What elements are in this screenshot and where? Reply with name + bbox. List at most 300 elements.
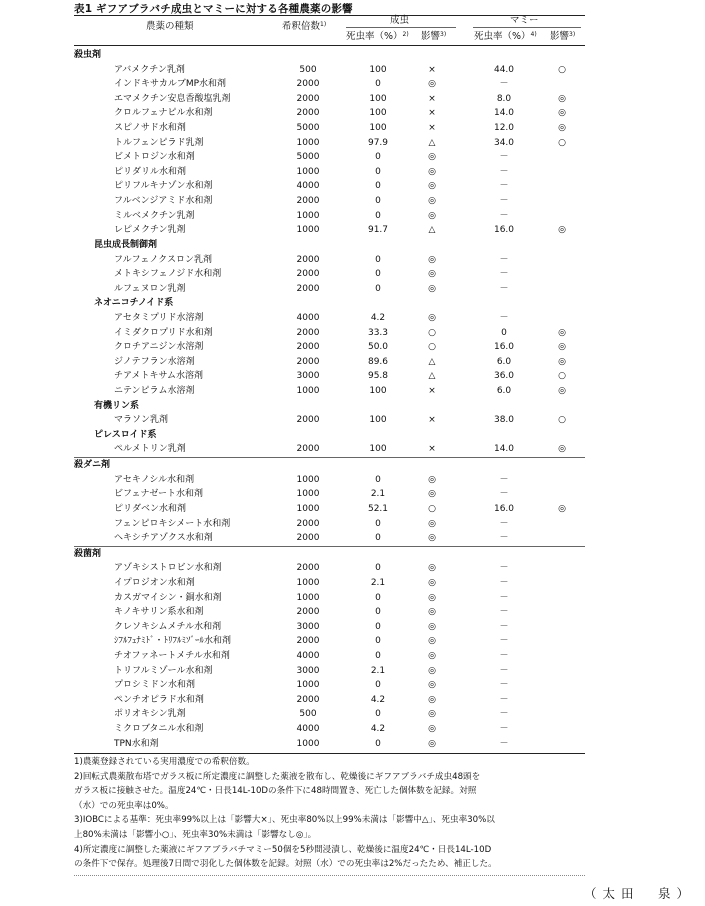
dilution-cell: 2000 [296, 518, 320, 529]
dilution-cell: 2000 [296, 342, 320, 353]
dilution-cell: 1000 [296, 225, 320, 236]
mummy-mortality-cell: 16.0 [493, 503, 515, 514]
category-row [74, 546, 585, 562]
dilution-cell: 2000 [296, 269, 320, 280]
dilution-cell: 1000 [296, 680, 320, 691]
dilution-cell: 1000 [296, 592, 320, 603]
mummy-mortality-cell: 14.0 [493, 444, 515, 455]
dilution-cell: 5000 [296, 152, 320, 163]
pesticide-name: ピリフルキナゾン水和剤 [114, 181, 213, 192]
dilution-cell: 2000 [296, 254, 320, 265]
footnote-line: の条件下で保存。処理後7日間で羽化した個体数を記録。対照（水）での死虫率は2%だったため、補正した。 [74, 859, 497, 870]
mummy-mortality-cell: － [499, 152, 509, 163]
adult-mortality-cell: 100 [369, 415, 387, 426]
separator-rule [74, 875, 585, 876]
adult-effect-cell: × [428, 93, 436, 104]
adult-effect-cell: ◎ [428, 636, 436, 647]
pesticide-name: レピメクチン乳剤 [114, 225, 186, 236]
dilution-cell: 4000 [296, 650, 320, 661]
pesticide-name: ジノテフラン水溶剤 [114, 356, 195, 367]
adult-mortality-cell: 95.8 [367, 371, 389, 382]
adult-effect-cell: × [428, 108, 436, 119]
pesticide-name: ペルメトリン乳剤 [114, 444, 186, 455]
mummy-mortality-cell: － [499, 533, 509, 544]
adult-mortality-cell: 97.9 [367, 137, 389, 148]
mummy-mortality-cell: － [499, 79, 509, 90]
table-row [74, 136, 585, 151]
table-row [74, 106, 585, 121]
pesticide-name: アセタミプリド水溶剤 [114, 312, 204, 323]
pesticide-name: エマメクチン安息香酸塩乳剤 [114, 93, 231, 104]
adult-mortality-cell: 0 [375, 592, 381, 603]
mummy-mortality-cell: － [499, 607, 509, 618]
mummy-effect-cell: ◎ [558, 93, 566, 104]
table-row [74, 517, 585, 532]
pesticide-name: メトキシフェノジド水和剤 [114, 269, 222, 280]
table-row [74, 413, 585, 428]
table-row [74, 223, 585, 238]
dilution-cell: 1000 [296, 474, 320, 485]
adult-mortality-cell: 100 [369, 386, 387, 397]
header-dilution: 希釈倍数$^{1)}$ [282, 21, 327, 32]
table-row [74, 369, 585, 384]
adult-effect-cell: ◎ [428, 577, 436, 588]
pesticide-name: 有機リン系 [94, 400, 140, 411]
mummy-header-underline [473, 27, 581, 28]
header-adult-effect: 影響$^{3)}$ [421, 31, 447, 42]
mummy-mortality-cell: 6.0 [496, 356, 512, 367]
adult-mortality-cell: 0 [375, 607, 381, 618]
adult-effect-cell: △ [428, 371, 436, 382]
footnotes [74, 755, 594, 872]
mummy-effect-cell: ◎ [558, 503, 566, 514]
table-row [74, 63, 585, 78]
mummy-mortality-cell: － [499, 636, 509, 647]
adult-effect-cell: × [428, 444, 436, 455]
table-row [74, 165, 585, 180]
adult-mortality-cell: 2.1 [370, 489, 386, 500]
dilution-cell: 2000 [296, 93, 320, 104]
pesticide-name: クロチアニジン水溶剤 [114, 342, 204, 353]
adult-mortality-cell: 0 [375, 738, 381, 749]
pesticide-name: 殺虫剤 [74, 50, 102, 60]
adult-mortality-cell: 91.7 [367, 225, 389, 236]
adult-mortality-cell: 0 [375, 254, 381, 265]
table-bottom-rule [74, 753, 585, 754]
pesticide-name: イプロジオン水和剤 [114, 577, 195, 588]
pesticide-name: ニテンピラム水溶剤 [114, 386, 195, 397]
adult-effect-cell: △ [428, 356, 436, 367]
dilution-cell: 1000 [296, 386, 320, 397]
adult-effect-cell: ◎ [428, 269, 436, 280]
adult-effect-cell: ◎ [428, 709, 436, 720]
mummy-mortality-cell: － [499, 577, 509, 588]
dilution-cell: 3000 [296, 665, 320, 676]
mummy-effect-cell: ◎ [558, 342, 566, 353]
dilution-cell: 2000 [296, 607, 320, 618]
mummy-mortality-cell: － [499, 650, 509, 661]
pesticide-name: アバメクチン乳剤 [114, 64, 185, 75]
footnote-line: 上80%未満は「影響小○」、死虫率30%未満は「影響なし◎」。 [74, 829, 317, 840]
table-row [74, 209, 585, 224]
mummy-mortality-cell: － [499, 738, 509, 749]
adult-effect-cell: ○ [428, 503, 436, 514]
dilution-cell: 2000 [296, 356, 320, 367]
author: （太田 泉） [584, 886, 696, 901]
adult-effect-cell: ○ [428, 342, 436, 353]
pesticide-name: トルフェンピラド乳剤 [114, 137, 204, 148]
adult-effect-cell: × [428, 123, 436, 134]
adult-effect-cell: ◎ [428, 312, 436, 323]
adult-effect-cell: × [428, 64, 436, 75]
mummy-mortality-cell: － [499, 283, 509, 294]
mummy-effect-cell: ◎ [558, 225, 566, 236]
adult-effect-cell: ◎ [428, 166, 436, 177]
mummy-mortality-cell: － [499, 269, 509, 280]
pesticide-name: ｼﾌﾙﾌｪﾅﾐﾄﾞ・ﾄﾘﾌﾙﾐｿﾞｰﾙ水和剤 [114, 636, 232, 647]
adult-mortality-cell: 89.6 [367, 356, 389, 367]
table-row [74, 591, 585, 606]
header-pesticide-type: 農薬の種類 [146, 21, 194, 32]
table-body [74, 48, 585, 751]
adult-effect-cell: ◎ [428, 680, 436, 691]
table-row [74, 150, 585, 165]
adult-mortality-cell: 100 [369, 93, 387, 104]
pesticide-name: ネオニコチノイド系 [94, 298, 174, 309]
pesticide-name: TPN水和剤 [114, 738, 159, 749]
mummy-effect-cell: ◎ [558, 386, 566, 397]
footnote-line: 2)回転式農薬散布塔でガラス板に所定濃度に調整した薬液を散布し、乾燥後にギフアブラバチ成虫48頭を [74, 771, 481, 782]
pesticide-name: キノキサリン系水和剤 [114, 607, 204, 618]
dilution-cell: 1000 [296, 489, 320, 500]
adult-mortality-cell: 0 [375, 680, 381, 691]
adult-effect-cell: ◎ [428, 283, 436, 294]
mummy-mortality-cell: － [499, 312, 509, 323]
pesticide-name: ルフェヌロン乳剤 [114, 283, 186, 294]
adult-effect-cell: ◎ [428, 152, 436, 163]
adult-effect-cell: ◎ [428, 489, 436, 500]
pesticide-name: ビフェナゼート水和剤 [114, 489, 204, 500]
category-row [74, 296, 585, 311]
adult-effect-cell: ◎ [428, 518, 436, 529]
adult-effect-cell: ○ [428, 327, 436, 338]
adult-mortality-cell: 50.0 [367, 342, 389, 353]
adult-mortality-cell: 0 [375, 650, 381, 661]
dilution-cell: 1000 [296, 738, 320, 749]
mummy-effect-cell: ○ [558, 415, 566, 426]
pesticide-name: クロルフェナピル水和剤 [114, 108, 213, 119]
table-row [74, 649, 585, 664]
mummy-mortality-cell: 12.0 [493, 123, 515, 134]
pesticide-name: フルフェノクスロン乳剤 [114, 254, 213, 265]
mummy-mortality-cell: － [499, 694, 509, 705]
adult-mortality-cell: 0 [375, 474, 381, 485]
dilution-cell: 2000 [296, 533, 320, 544]
pesticide-name: ペンチオピラド水和剤 [114, 694, 204, 705]
adult-mortality-cell: 0 [375, 283, 381, 294]
adult-effect-cell: ◎ [428, 474, 436, 485]
mummy-effect-cell: ◎ [558, 444, 566, 455]
pesticide-name: スピノサド水和剤 [114, 123, 186, 134]
table-row [74, 311, 585, 326]
table-row [74, 267, 585, 282]
adult-mortality-cell: 0 [375, 563, 381, 574]
pesticide-name: 昆虫成長制御剤 [94, 239, 158, 250]
pesticide-name: 殺ダニ剤 [74, 460, 111, 471]
adult-effect-cell: × [428, 386, 436, 397]
pesticide-name: カスガマイシン・銅水和剤 [114, 592, 222, 603]
mummy-effect-cell: ◎ [558, 123, 566, 134]
mummy-effect-cell: ◎ [558, 356, 566, 367]
adult-mortality-cell: 4.2 [370, 724, 386, 735]
mummy-mortality-cell: 0 [501, 327, 507, 338]
table-row [74, 722, 585, 737]
adult-effect-cell: △ [428, 137, 436, 148]
table-row [74, 282, 585, 297]
dilution-cell: 2000 [296, 196, 320, 207]
header-mummy: マミー [510, 15, 539, 26]
adult-effect-cell: ◎ [428, 210, 436, 221]
adult-mortality-cell: 33.3 [367, 327, 389, 338]
mummy-mortality-cell: 34.0 [493, 137, 515, 148]
table-row [74, 620, 585, 635]
pesticide-name: プロシミドン水和剤 [114, 680, 196, 691]
adult-mortality-cell: 0 [375, 709, 381, 720]
mummy-effect-cell: ◎ [558, 108, 566, 119]
table-row [74, 693, 585, 708]
adult-effect-cell: ◎ [428, 254, 436, 265]
mummy-effect-cell: ○ [558, 137, 566, 148]
header-bottom-rule [74, 45, 585, 46]
category-row [74, 428, 585, 443]
mummy-mortality-cell: 14.0 [493, 108, 515, 119]
adult-mortality-cell: 4.2 [370, 312, 386, 323]
pesticide-name: クレソキシムメチル水和剤 [114, 621, 222, 632]
pesticide-name: フェンピロキシメート水和剤 [114, 518, 231, 529]
pesticide-name: アゾキシストロビン水和剤 [114, 563, 222, 574]
category-row [74, 457, 585, 473]
adult-mortality-cell: 52.1 [367, 503, 389, 514]
adult-mortality-cell: 2.1 [370, 665, 386, 676]
pesticide-name: ミルベメクチン乳剤 [114, 210, 195, 221]
adult-effect-cell: ◎ [428, 181, 436, 192]
table-row [74, 355, 585, 370]
footnote-line: ガラス板に接触させた。温度24℃・日長14L-10Dの条件下に48時間置き、死亡した個体数を記録。対照 [74, 786, 477, 797]
dilution-cell: 500 [299, 709, 317, 720]
mummy-mortality-cell: 36.0 [493, 371, 515, 382]
adult-mortality-cell: 100 [369, 64, 387, 75]
header-adult: 成虫 [390, 15, 410, 26]
footnote-line: （水）での死虫率は0%。 [74, 800, 174, 811]
adult-effect-cell: ◎ [428, 665, 436, 676]
dilution-cell: 2000 [296, 636, 320, 647]
adult-mortality-cell: 0 [375, 636, 381, 647]
mummy-mortality-cell: － [499, 724, 509, 735]
adult-effect-cell: △ [428, 225, 436, 236]
mummy-mortality-cell: 8.0 [496, 93, 512, 104]
category-row [74, 48, 585, 63]
adult-effect-cell: × [428, 415, 436, 426]
adult-mortality-cell: 100 [369, 123, 387, 134]
pesticide-name: フルベンジアミド水和剤 [114, 196, 213, 207]
adult-mortality-cell: 2.1 [370, 577, 386, 588]
adult-mortality-cell: 0 [375, 196, 381, 207]
mummy-mortality-cell: 6.0 [496, 386, 512, 397]
dilution-cell: 1000 [296, 210, 320, 221]
adult-header-underline [346, 27, 456, 28]
mummy-mortality-cell: － [499, 210, 509, 221]
dilution-cell: 2000 [296, 108, 320, 119]
mummy-mortality-cell: 16.0 [493, 342, 515, 353]
dilution-cell: 4000 [296, 312, 320, 323]
table-row [74, 326, 585, 341]
pesticide-name: 殺菌剤 [74, 548, 102, 559]
pesticide-name: イミダクロプリド水和剤 [114, 327, 213, 338]
mummy-mortality-cell: － [499, 254, 509, 265]
dilution-cell: 3000 [296, 371, 320, 382]
dilution-cell: 3000 [296, 621, 320, 632]
pesticide-name: トリフルミゾール水和剤 [114, 665, 213, 676]
table-row [74, 707, 585, 722]
dilution-cell: 500 [299, 64, 317, 75]
dilution-cell: 2000 [296, 327, 320, 338]
table-row [74, 92, 585, 107]
adult-mortality-cell: 0 [375, 518, 381, 529]
mummy-mortality-cell: － [499, 563, 509, 574]
adult-mortality-cell: 0 [375, 181, 381, 192]
pesticide-name: ポリオキシン乳剤 [114, 709, 186, 720]
footnote-line: 4)所定濃度に調整した薬液にギフアブラバチマミー50個を5秒間浸漬し、乾燥後に温度24℃・日長14L-10D [74, 844, 492, 855]
pesticide-name: チオファネートメチル水和剤 [114, 650, 230, 661]
pesticide-name: チアメトキサム水溶剤 [114, 371, 204, 382]
mummy-mortality-cell: － [499, 665, 509, 676]
mummy-mortality-cell: 38.0 [493, 415, 515, 426]
table-row [74, 77, 585, 92]
mummy-mortality-cell: － [499, 592, 509, 603]
pesticide-name: ピリダベン水和剤 [114, 503, 187, 514]
table-row [74, 737, 585, 752]
pesticide-name: ヘキシチアゾクス水和剤 [114, 533, 213, 544]
pesticide-name: ミクロブタニル水和剤 [114, 724, 204, 735]
mummy-mortality-cell: － [499, 680, 509, 691]
adult-mortality-cell: 0 [375, 166, 381, 177]
mummy-mortality-cell: － [499, 518, 509, 529]
mummy-effect-cell: ○ [558, 64, 566, 75]
table-row [74, 561, 585, 576]
pesticide-name: アセキノシル水和剤 [114, 474, 195, 485]
adult-effect-cell: ◎ [428, 621, 436, 632]
adult-mortality-cell: 100 [369, 108, 387, 119]
mummy-mortality-cell: － [499, 196, 509, 207]
adult-mortality-cell: 0 [375, 152, 381, 163]
header-mummy-mortality: 死虫率（%）$^{4)}$ [474, 31, 537, 42]
adult-effect-cell: ◎ [428, 724, 436, 735]
footnote-line: 3)IOBCによる基準：死虫率99%以上は「影響大×」、死虫率80%以上99%未満は「影響中△」、死虫率30%以 [74, 815, 495, 826]
table-row [74, 502, 585, 517]
adult-effect-cell: ◎ [428, 196, 436, 207]
mummy-mortality-cell: － [499, 621, 509, 632]
category-row [74, 399, 585, 414]
dilution-cell: 2000 [296, 79, 320, 90]
table-row [74, 473, 585, 488]
table-top-rule [74, 15, 585, 16]
mummy-mortality-cell: － [499, 474, 509, 485]
table-row [74, 384, 585, 399]
dilution-cell: 4000 [296, 181, 320, 192]
category-row [74, 238, 585, 253]
adult-mortality-cell: 100 [369, 444, 387, 455]
mummy-effect-cell: ◎ [558, 327, 566, 338]
mummy-mortality-cell: － [499, 181, 509, 192]
table-row [74, 576, 585, 591]
adult-effect-cell: ◎ [428, 650, 436, 661]
mummy-mortality-cell: 44.0 [493, 64, 515, 75]
mummy-effect-cell: ○ [558, 371, 566, 382]
dilution-cell: 4000 [296, 724, 320, 735]
dilution-cell: 1000 [296, 577, 320, 588]
table-row [74, 664, 585, 679]
table-row [74, 179, 585, 194]
table-row [74, 253, 585, 268]
dilution-cell: 2000 [296, 415, 320, 426]
table-row [74, 634, 585, 649]
table-row [74, 121, 585, 136]
dilution-cell: 1000 [296, 503, 320, 514]
pesticide-name: ピレスロイド系 [94, 429, 157, 440]
table-row [74, 487, 585, 502]
dilution-cell: 2000 [296, 694, 320, 705]
table-row [74, 340, 585, 355]
dilution-cell: 2000 [296, 283, 320, 294]
mummy-mortality-cell: 16.0 [493, 225, 515, 236]
header-mummy-effect: 影響$^{3)}$ [550, 31, 576, 42]
adult-mortality-cell: 0 [375, 621, 381, 632]
adult-effect-cell: ◎ [428, 592, 436, 603]
table-row [74, 605, 585, 620]
adult-effect-cell: ◎ [428, 79, 436, 90]
adult-mortality-cell: 0 [375, 210, 381, 221]
adult-mortality-cell: 4.2 [370, 694, 386, 705]
footnote-line: 1)農薬登録されている実用濃度での希釈倍数。 [74, 757, 255, 767]
adult-mortality-cell: 0 [375, 269, 381, 280]
table-row [74, 194, 585, 209]
pesticide-name: ビメトロジン水和剤 [114, 152, 195, 163]
table-title: 表1 ギフアブラバチ成虫とマミーに対する各種農薬の影響 [74, 3, 353, 15]
adult-mortality-cell: 0 [375, 79, 381, 90]
table-row [74, 678, 585, 693]
dilution-cell: 5000 [296, 123, 320, 134]
table-row [74, 531, 585, 546]
mummy-mortality-cell: － [499, 709, 509, 720]
table-row [74, 442, 585, 457]
pesticide-name: インドキサカルブMP水和剤 [114, 79, 227, 90]
mummy-mortality-cell: － [499, 489, 509, 500]
adult-effect-cell: ◎ [428, 533, 436, 544]
pesticide-name: マラソン乳剤 [114, 415, 169, 426]
mummy-mortality-cell: － [499, 166, 509, 177]
dilution-cell: 2000 [296, 444, 320, 455]
adult-effect-cell: ◎ [428, 738, 436, 749]
adult-effect-cell: ◎ [428, 607, 436, 618]
adult-effect-cell: ◎ [428, 694, 436, 705]
adult-mortality-cell: 0 [375, 533, 381, 544]
adult-effect-cell: ◎ [428, 563, 436, 574]
dilution-cell: 1000 [296, 137, 320, 148]
dilution-cell: 2000 [296, 563, 320, 574]
header-adult-mortality: 死虫率（%）$^{2)}$ [346, 31, 409, 42]
dilution-cell: 1000 [296, 166, 320, 177]
pesticide-name: ピリダリル水和剤 [114, 166, 187, 177]
